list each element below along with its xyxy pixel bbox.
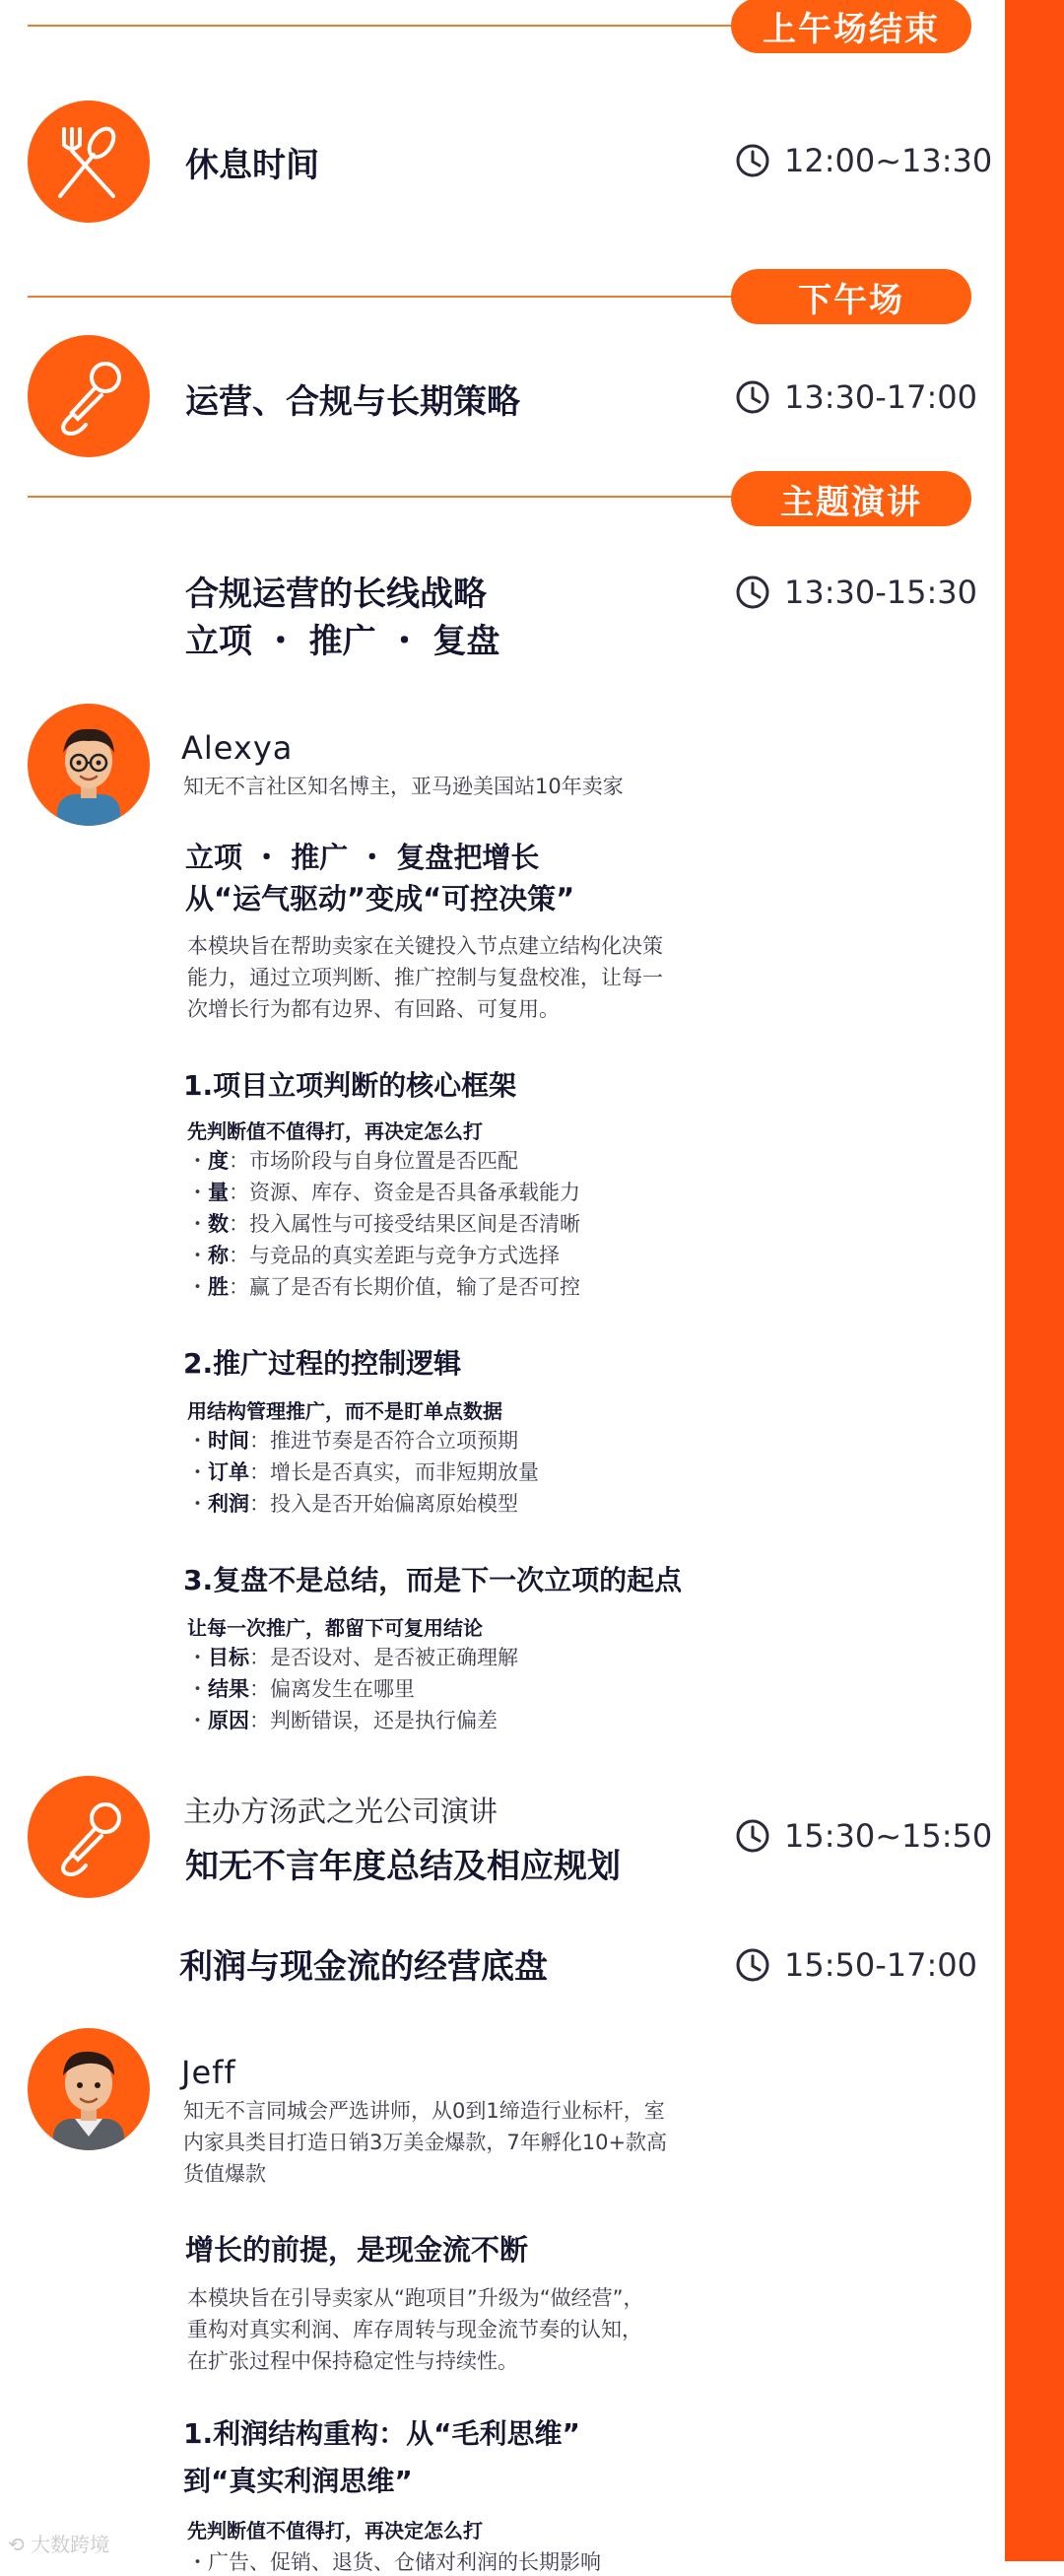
bullet-text: ：投入属性与可接受结果区间是否清晰 — [229, 1212, 580, 1236]
talk2-time — [735, 1946, 977, 1984]
bullet-text: ：市场阶段与自身位置是否匹配 — [229, 1149, 518, 1173]
talk2-title: 利润与现金流的经营底盘 — [179, 1947, 548, 1987]
talk1-headline-2: 从“运气驱动”变成“可控决策” — [185, 882, 575, 915]
list-item: ・度：市场阶段与自身位置是否匹配 — [187, 1149, 518, 1173]
break-title: 休息时间 — [185, 146, 319, 185]
watermark-text: 大数跨境 — [31, 2533, 110, 2556]
speaker-name: Jeff — [181, 2054, 236, 2091]
bullet-text: ：赢了是否有长期价值，输了是否可控 — [229, 1275, 580, 1299]
side-accent-bar — [1005, 0, 1064, 2561]
talk2-headline: 增长的前提，是现金流不断 — [185, 2233, 529, 2267]
host-line: 主办方汤武之光公司演讲 — [183, 1795, 499, 1828]
fork-spoon-icon — [28, 101, 150, 223]
bullet-text: ：偏离发生在哪里 — [249, 1677, 415, 1701]
clock-icon — [735, 1818, 770, 1854]
host-talk-time — [735, 1817, 992, 1855]
bullet-text: ：投入是否开始偏离原始模型 — [249, 1492, 518, 1516]
bullet-key: 原因 — [208, 1709, 249, 1732]
talk1-title-line2: 立项 ・ 推广 ・ 复盘 — [185, 622, 500, 661]
avatar — [28, 704, 150, 826]
host-talk-time-text: 15:30~15:50 — [784, 1817, 993, 1855]
bullet-key: 结果 — [208, 1677, 249, 1701]
talk1-time-text: 13:30-15:30 — [784, 574, 977, 611]
talk1-title-line1: 合规运营的长线战略 — [185, 575, 487, 614]
talk1-headline-1: 立项 ・ 推广 ・ 复盘把增长 — [185, 841, 540, 874]
divider-line — [28, 296, 757, 298]
list-item: ・胜：赢了是否有长期价值，输了是否可控 — [187, 1275, 580, 1299]
bio-line: 货值爆款 — [183, 2162, 266, 2186]
section-lead: 让每一次推广，都留下可复用结论 — [187, 1616, 483, 1640]
list-item: ・订单：增长是否真实，而非短期放量 — [187, 1460, 539, 1484]
afternoon-badge: 下午场 — [731, 269, 971, 324]
bullet-text: ：推进节奏是否符合立项预期 — [249, 1429, 518, 1453]
bio-line: 知无不言同城会严选讲师，从0到1缔造行业标杆，室 — [183, 2099, 665, 2123]
list-item: ・时间：推进节奏是否符合立项预期 — [187, 1429, 518, 1453]
bullet-text: ：判断错误，还是执行偏差 — [249, 1709, 498, 1732]
break-time — [735, 142, 992, 179]
bullet-key: 数 — [208, 1212, 229, 1236]
bullet-key: 量 — [208, 1181, 229, 1204]
bullet-key: 目标 — [208, 1646, 249, 1669]
watermark: ⟲ 大数跨境 — [8, 2533, 110, 2556]
clock-icon — [735, 575, 770, 610]
section-lead: 用结构管理推广，而不是盯单点数据 — [187, 1399, 502, 1423]
intro-line: 在扩张过程中保持稳定性与持续性。 — [187, 2349, 518, 2373]
avatar — [28, 2028, 150, 2150]
talk2-intro — [187, 2282, 729, 2377]
list-item: ・利润：投入是否开始偏离原始模型 — [187, 1492, 518, 1516]
section-lead: 先判断值不值得打，再决定怎么打 — [187, 1119, 483, 1143]
list-item: ・量：资源、库存、资金是否具备承载能力 — [187, 1181, 580, 1204]
bullet-key: 度 — [208, 1149, 229, 1173]
bullet-key: 胜 — [208, 1275, 229, 1299]
talk1-time — [735, 574, 977, 611]
clock-icon — [735, 379, 770, 415]
section-title: 1.项目立项判断的核心框架 — [183, 1069, 517, 1102]
bullet-key: 称 — [208, 1244, 229, 1267]
bullet-key: 订单 — [208, 1460, 249, 1484]
speaker-bio — [183, 2095, 735, 2190]
section-title: 到“真实利润思维” — [183, 2465, 413, 2497]
microphone-icon — [28, 335, 150, 457]
bullet-text: ：是否设对、是否被正确理解 — [249, 1646, 518, 1669]
divider-line — [28, 496, 757, 498]
list-item: ・广告、促销、退货、仓储对利润的长期影响 — [187, 2550, 601, 2574]
bullet-text: ：资源、库存、资金是否具备承载能力 — [229, 1181, 580, 1204]
bullet-text: ：与竞品的真实差距与竞争方式选择 — [229, 1244, 560, 1267]
morning-end-badge: 上午场结束 — [731, 0, 971, 53]
intro-line: 本模块旨在引导卖家从“跑项目”升级为“做经营”， — [187, 2286, 644, 2310]
divider-line — [28, 25, 757, 27]
bullet-key: 利润 — [208, 1492, 249, 1516]
microphone-icon — [28, 1776, 150, 1898]
bullet-text: ：增长是否真实，而非短期放量 — [249, 1460, 539, 1484]
afternoon-time-text: 13:30-17:00 — [784, 378, 977, 416]
clock-icon — [735, 1947, 770, 1983]
intro-line: 次增长行为都有边界、有回路、可复用。 — [187, 997, 560, 1021]
section-title: 3.复盘不是总结，而是下一次立项的起点 — [183, 1564, 683, 1596]
list-item: ・数：投入属性与可接受结果区间是否清晰 — [187, 1212, 580, 1236]
bullet-key: 时间 — [208, 1429, 249, 1453]
intro-line: 能力，通过立项判断、推广控制与复盘校准，让每一 — [187, 966, 663, 989]
keynote-badge: 主题演讲 — [731, 471, 971, 526]
afternoon-time — [735, 378, 977, 416]
intro-line: 本模块旨在帮助卖家在关键投入节点建立结构化决策 — [187, 934, 663, 958]
talk1-intro — [187, 930, 729, 1025]
list-item: ・原因：判断错误，还是执行偏差 — [187, 1709, 498, 1732]
clock-icon — [735, 143, 770, 178]
bio-line: 内家具类目打造日销3万美金爆款，7年孵化10+款高 — [183, 2131, 668, 2154]
list-item: ・结果：偏离发生在哪里 — [187, 1677, 415, 1701]
break-time-text: 12:00~13:30 — [784, 142, 993, 179]
section-lead: 先判断值不值得打，再决定怎么打 — [187, 2519, 483, 2542]
speaker-name: Alexya — [181, 729, 294, 767]
list-item: ・称：与竞品的真实差距与竞争方式选择 — [187, 1244, 560, 1267]
talk2-time-text: 15:50-17:00 — [784, 1946, 977, 1984]
section-title: 2.推广过程的控制逻辑 — [183, 1347, 462, 1380]
host-talk-title: 知无不言年度总结及相应规划 — [185, 1847, 621, 1886]
speaker-bio: 知无不言社区知名博主，亚马逊美国站10年卖家 — [183, 775, 624, 798]
section-title: 1.利润结构重构：从“毛利思维” — [183, 2417, 580, 2450]
list-item: ・目标：是否设对、是否被正确理解 — [187, 1646, 518, 1669]
intro-line: 重构对真实利润、库存周转与现金流节奏的认知， — [187, 2318, 642, 2341]
afternoon-title: 运营、合规与长期策略 — [185, 382, 520, 422]
